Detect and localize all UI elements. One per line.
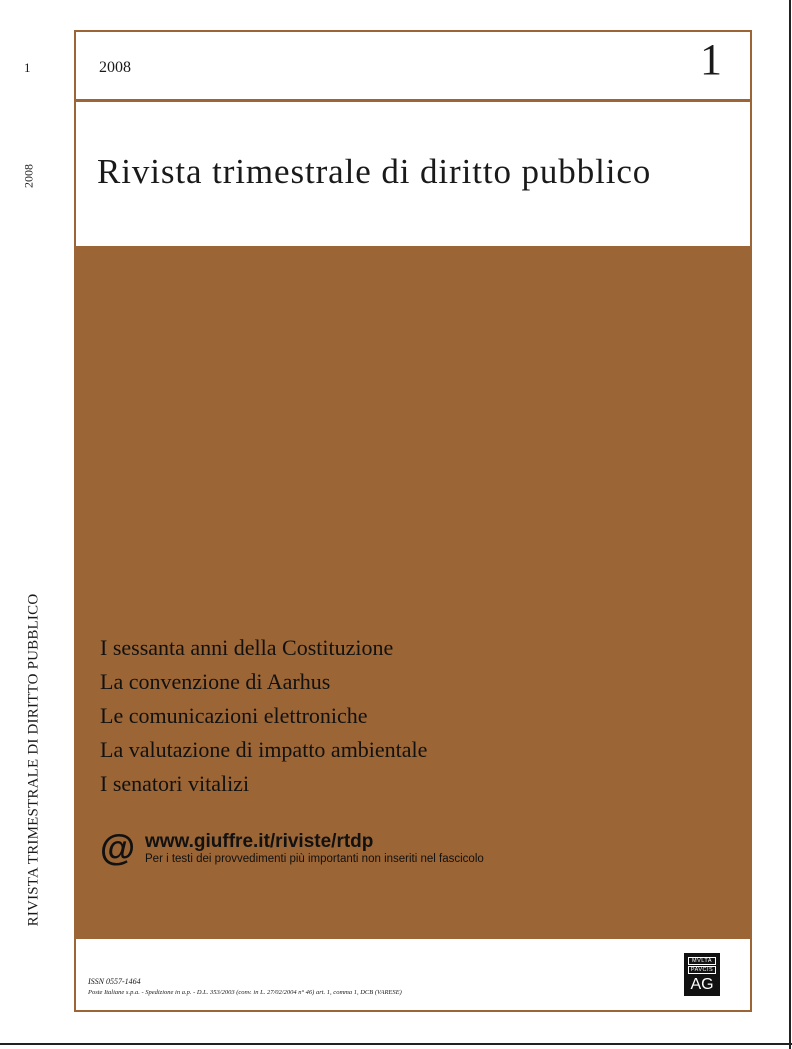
website-note: Per i testi dei provvedimenti più importanti non inseriti nel fascicolo [145,853,484,865]
journal-cover [74,30,752,1012]
topics-list [100,631,427,801]
postal-info: Poste Italiane s.p.a. - Spedizione in a.p. - D.L. 353/2003 (conv. in L. 27/02/2004 n° 46) art. 1, comma 1, DCB (VARESE) [88,989,402,996]
cover-footer [76,939,750,1010]
at-icon: @ [100,827,136,868]
title-band [76,102,750,246]
page-right-edge [789,0,791,1049]
cover-issue-number: 1 [700,35,722,84]
logo-letters: AG [690,976,714,993]
logo-line-middle: PAVCIS [688,966,716,974]
cover-year: 2008 [99,59,131,76]
spine-title: RIVISTA TRIMESTRALE DI DIRITTO PUBBLICO [25,593,42,927]
spine-year: 2008 [21,164,36,188]
journal-title: Rivista trimestrale di diritto pubblico [97,152,652,191]
page-bottom-edge [0,1043,792,1045]
contents-panel [76,246,750,939]
topic-item: Le comunicazioni elettroniche [100,703,368,728]
topic-item: I sessanta anni della Costituzione [100,635,394,660]
website-url[interactable]: www.giuffre.it/riviste/rtdp [145,831,374,852]
issn: ISSN 0557-1464 [88,977,141,986]
logo-line-top: MVLTA [688,957,716,965]
topic-item: La convenzione di Aarhus [100,669,331,694]
publisher-logo [684,953,720,996]
spine-issue-number: 1 [24,60,31,75]
topic-item: I senatori vitalizi [100,771,250,796]
cover-header [76,32,750,102]
topic-item: La valutazione di impatto ambientale [100,737,428,762]
